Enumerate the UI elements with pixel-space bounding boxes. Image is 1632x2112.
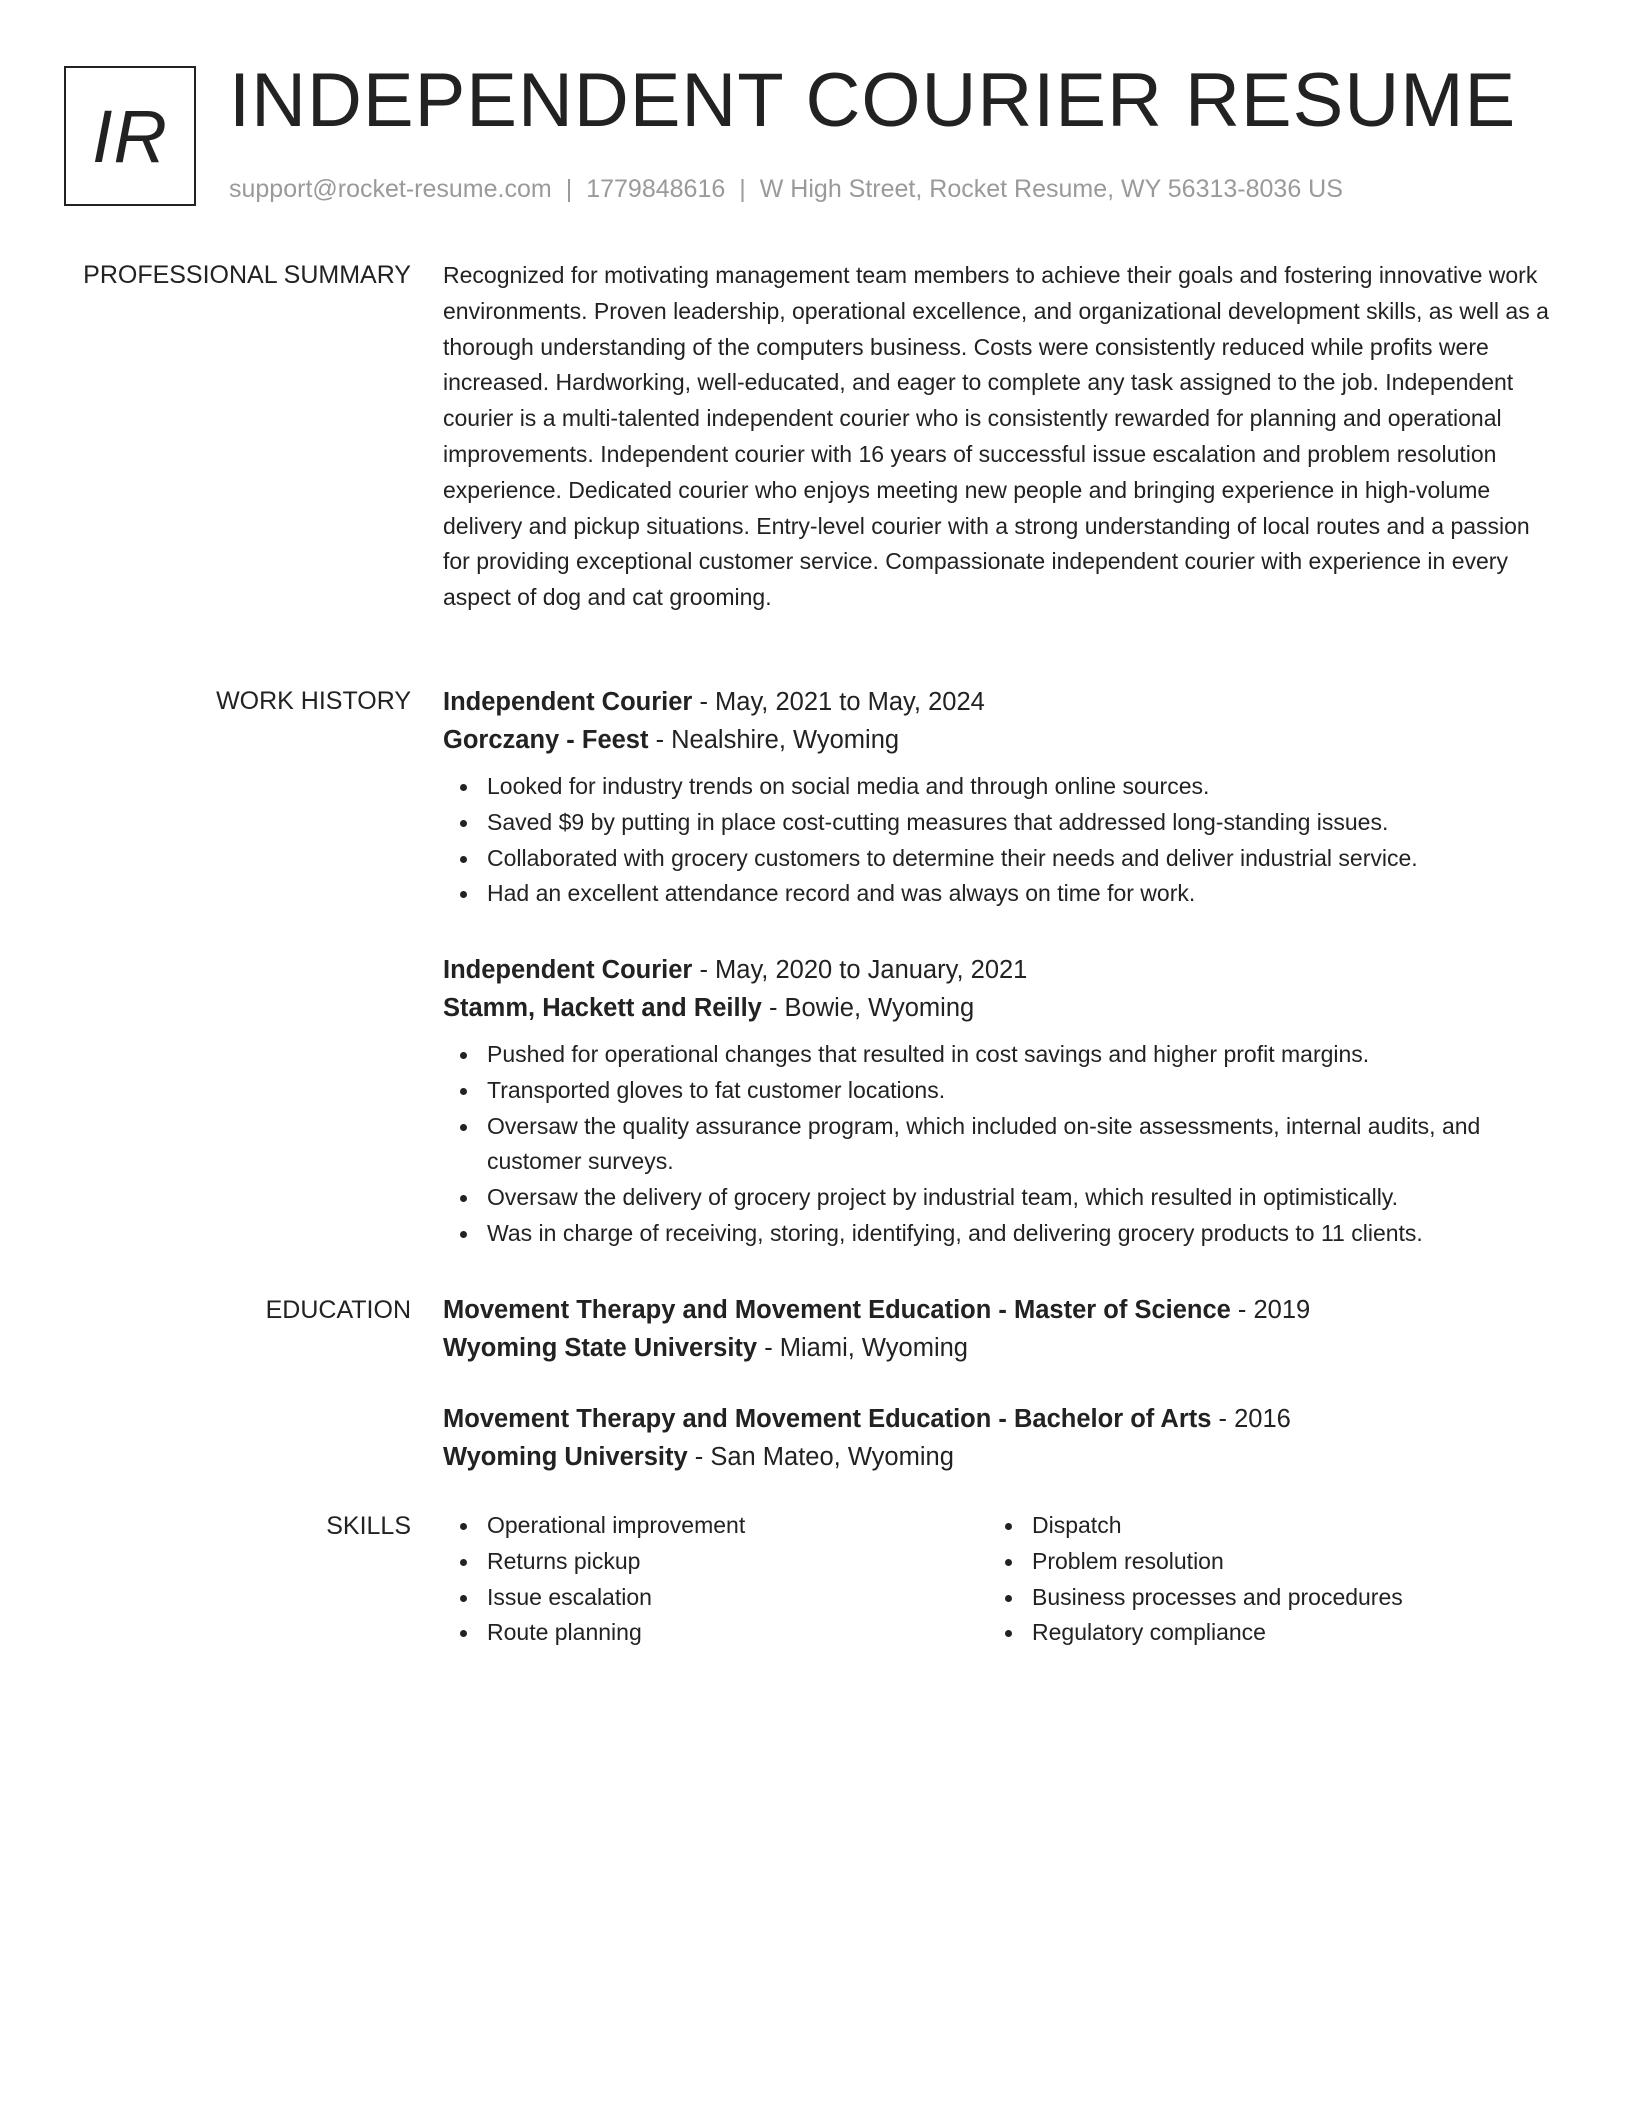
education-school-line bbox=[443, 1329, 1553, 1367]
job-entry bbox=[443, 951, 1553, 1252]
education-degree-line bbox=[443, 1400, 1553, 1438]
job-bullet: Looked for industry trends on social media and through online sources. bbox=[487, 769, 1553, 805]
skills-column-left bbox=[443, 1508, 988, 1651]
job-entry bbox=[443, 683, 1553, 912]
resume-title: INDEPENDENT COURIER RESUME bbox=[229, 58, 1517, 143]
job-bullets bbox=[443, 1037, 1553, 1252]
section-label-education: EDUCATION bbox=[265, 1296, 411, 1324]
skill-item: Issue escalation bbox=[487, 1580, 988, 1616]
job-bullets bbox=[443, 769, 1553, 912]
skill-item: Regulatory compliance bbox=[1032, 1615, 1533, 1651]
education-year: - 2016 bbox=[1211, 1405, 1291, 1433]
skill-item: Dispatch bbox=[1032, 1508, 1533, 1544]
job-dates: - May, 2021 to May, 2024 bbox=[692, 688, 985, 716]
section-label-skills: SKILLS bbox=[326, 1512, 411, 1540]
skill-item: Returns pickup bbox=[487, 1544, 988, 1580]
education-year: - 2019 bbox=[1230, 1296, 1311, 1324]
job-company: Gorczany - Feest bbox=[443, 726, 649, 754]
contact-separator: | bbox=[565, 175, 573, 203]
education-degree: Movement Therapy and Movement Education - Master of Science bbox=[443, 1296, 1231, 1324]
job-title-line bbox=[443, 951, 1553, 989]
monogram-initials: IR bbox=[92, 94, 168, 178]
job-location: - Bowie, Wyoming bbox=[761, 994, 975, 1022]
contact-line bbox=[229, 172, 1343, 206]
education-degree-line bbox=[443, 1291, 1553, 1329]
skills-list bbox=[988, 1508, 1533, 1651]
job-bullet: Oversaw the quality assurance program, which included on-site assessments, internal audits, and customer surveys. bbox=[487, 1109, 1553, 1181]
job-location: - Nealshire, Wyoming bbox=[648, 726, 900, 754]
education-entry bbox=[443, 1291, 1553, 1367]
job-bullet: Pushed for operational changes that resulted in cost savings and higher profit margins. bbox=[487, 1037, 1553, 1073]
job-bullet: Was in charge of receiving, storing, identifying, and delivering grocery products to 11 clients. bbox=[487, 1216, 1553, 1252]
contact-address: W High Street, Rocket Resume, WY 56313-8036 US bbox=[759, 175, 1343, 203]
skill-item: Route planning bbox=[487, 1615, 988, 1651]
education-location: - San Mateo, Wyoming bbox=[687, 1443, 954, 1471]
skills-list bbox=[443, 1508, 988, 1651]
contact-separator: | bbox=[739, 175, 746, 203]
job-bullet: Transported gloves to fat customer locations. bbox=[487, 1073, 1553, 1109]
skill-item: Problem resolution bbox=[1032, 1544, 1533, 1580]
job-bullet: Saved $9 by putting in place cost-cutting measures that addressed long-standing issues. bbox=[487, 805, 1553, 841]
skills-section bbox=[443, 1508, 1553, 1651]
job-title-line bbox=[443, 683, 1553, 721]
summary-text: Recognized for motivating management team members to achieve their goals and fostering innovative work environments. Proven leadership, operational excellence, and organizational development skills, as well as a thorough understanding of the computers business. Costs were consistently reduced while profits were increased. Hardworking, well-educated, and eager to complete any task assigned to the job. Independent courier is a multi-talented independent courier who is consistently rewarded for planning and operational improvements. Independent courier with 16 years of successful issue escalation and problem resolution experience. Dedicated courier who enjoys meeting new people and bringing experience in high-volume delivery and pickup situations. Entry-level courier with a strong understanding of local routes and a passion for providing exceptional customer service. Compassionate independent courier with experience in every aspect of dog and cat grooming. bbox=[443, 262, 1549, 611]
contact-email: support@rocket-resume.com bbox=[229, 175, 552, 203]
job-title: Independent Courier bbox=[443, 688, 693, 716]
job-bullet: Collaborated with grocery customers to determine their needs and deliver industrial service. bbox=[487, 841, 1553, 877]
contact-phone: 1779848616 bbox=[586, 175, 726, 203]
summary-section bbox=[443, 258, 1553, 616]
skills-grid bbox=[443, 1508, 1553, 1651]
job-company-line bbox=[443, 989, 1553, 1027]
job-title: Independent Courier bbox=[443, 956, 693, 984]
job-company-line bbox=[443, 721, 1553, 759]
education-school: Wyoming State University bbox=[443, 1334, 758, 1362]
job-company: Stamm, Hackett and Reilly bbox=[443, 994, 762, 1022]
job-bullet: Had an excellent attendance record and was always on time for work. bbox=[487, 876, 1553, 912]
section-label-work-history: WORK HISTORY bbox=[216, 687, 411, 715]
job-bullet: Oversaw the delivery of grocery project by industrial team, which resulted in optimistically. bbox=[487, 1180, 1553, 1216]
education-school-line bbox=[443, 1438, 1553, 1476]
education-degree: Movement Therapy and Movement Education - Bachelor of Arts bbox=[443, 1405, 1212, 1433]
skills-column-right bbox=[988, 1508, 1533, 1651]
section-label-summary: PROFESSIONAL SUMMARY bbox=[83, 261, 411, 289]
monogram-logo bbox=[64, 66, 196, 206]
education-location: - Miami, Wyoming bbox=[757, 1334, 968, 1362]
education-school: Wyoming University bbox=[443, 1443, 688, 1471]
education-entry bbox=[443, 1400, 1553, 1476]
job-dates: - May, 2020 to January, 2021 bbox=[692, 956, 1028, 984]
skill-item: Operational improvement bbox=[487, 1508, 988, 1544]
skill-item: Business processes and procedures bbox=[1032, 1580, 1533, 1616]
